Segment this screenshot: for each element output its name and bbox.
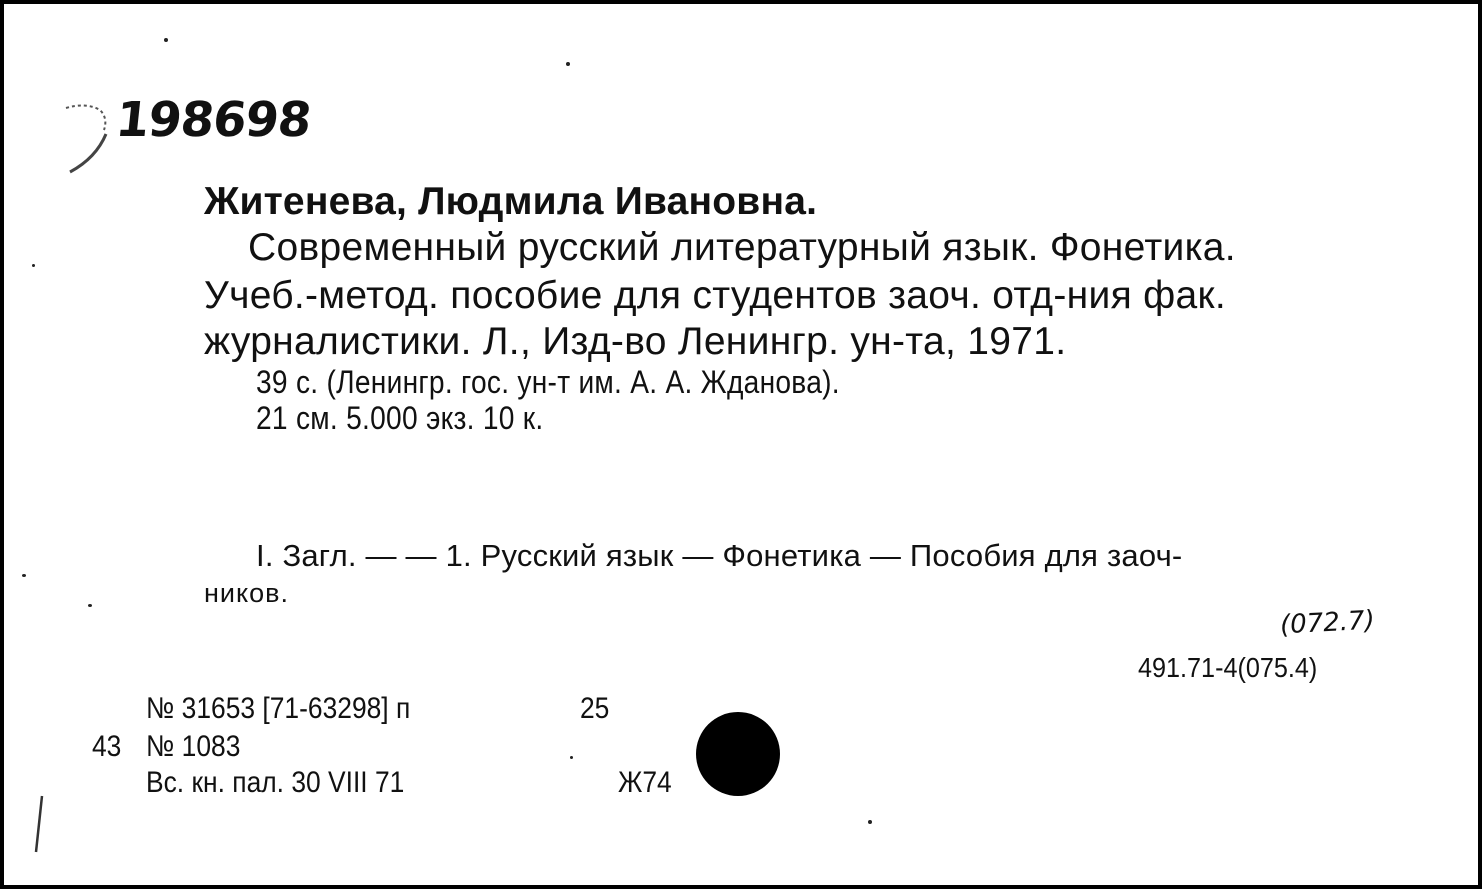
registry-number: № 31653 [71-63298] п [146,692,411,725]
title-line: Современный русский литературный язык. Фонетика. [248,226,1236,269]
subject-heading-line: ников. [204,578,289,608]
title-line: Учеб.-метод. пособие для студентов заоч. отд-ния фак. [204,274,1226,317]
classification-code: 491.71-4(075.4) [1138,652,1318,683]
imprint-line: 21 см. 5.000 экз. 10 к. [256,400,544,436]
handwritten-class-note: (072.7) [1279,605,1376,641]
registry-count: 25 [580,692,610,725]
edge-mark [32,794,46,854]
pen-stroke-mark [56,100,112,176]
speck [566,62,570,66]
order-number: № 1083 [146,730,241,763]
author-code: Ж74 [618,766,672,799]
imprint-line: 39 с. (Ленингр. гос. ун-т им. А. А. Жданова). [256,364,840,400]
author-name: Житенева, Людмила Ивановна. [204,180,818,223]
subject-heading-line: I. Загл. — — 1. Русский язык — Фонетика — Пособия для заоч- [256,538,1183,573]
title-line: журналистики. Л., Изд-во Ленингр. ун-та, 1971. [204,320,1067,363]
speck [88,604,92,607]
punch-hole [696,712,780,796]
inventory-number: 198698 [113,92,314,148]
speck [32,264,35,267]
catalog-card [4,4,1478,885]
registry-prefix: 43 [92,730,122,763]
speck [868,820,872,824]
book-chamber-date: Вс. кн. пал. 30 VIII 71 [146,766,405,799]
speck [570,756,573,759]
speck [22,574,26,577]
speck [164,38,168,42]
